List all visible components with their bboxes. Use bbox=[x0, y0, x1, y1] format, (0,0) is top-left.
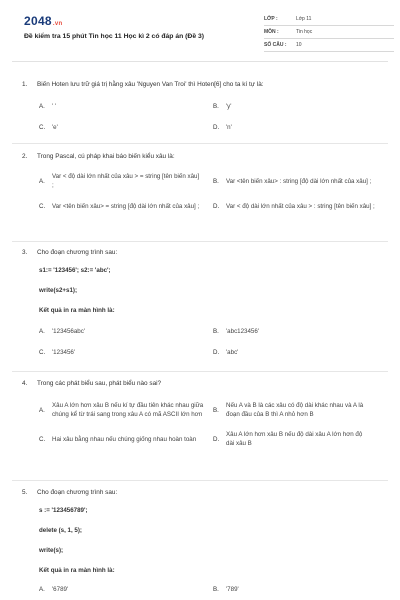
code-line: write(s); bbox=[39, 547, 64, 554]
site-logo[interactable] bbox=[24, 14, 62, 28]
question-number: 1. bbox=[22, 81, 28, 88]
option-b[interactable]: B. '789' bbox=[213, 586, 239, 593]
question-text: Trong Pascal, cú pháp khai báo biến kiểu xâu là: bbox=[37, 153, 175, 160]
option-text: '789' bbox=[226, 586, 239, 593]
meta-label: LỚP : bbox=[264, 16, 278, 22]
divider bbox=[12, 241, 388, 242]
option-d[interactable]: D. 'abc' bbox=[213, 349, 239, 356]
meta-row-subject bbox=[264, 26, 394, 39]
option-c[interactable]: C. Hai xâu bằng nhau nếu chúng giống nhau hoàn toàn bbox=[39, 430, 213, 448]
options-grid bbox=[39, 401, 386, 448]
option-c[interactable]: C. '123456' bbox=[39, 349, 76, 356]
question-2 bbox=[0, 153, 400, 211]
option-text: ' ' bbox=[52, 103, 57, 110]
option-text: Nếu A và B là các xâu có độ dài khác nhau và A là đoạn đầu của B thì A nhỏ hơn B bbox=[226, 402, 364, 418]
option-text: Hai xâu bằng nhau nếu chúng giống nhau hoàn toàn bbox=[52, 435, 197, 443]
question-5 bbox=[0, 489, 400, 594]
meta-row-class bbox=[264, 13, 394, 26]
code-line: delete (s, 1, 5); bbox=[39, 527, 82, 534]
option-text: '6789' bbox=[52, 586, 69, 593]
options-grid bbox=[39, 327, 386, 357]
question-text: Cho đoạn chương trình sau: bbox=[37, 249, 118, 256]
meta-value: 10 bbox=[296, 42, 302, 48]
result-prompt: Kết quả in ra màn hình là: bbox=[39, 307, 115, 314]
divider bbox=[12, 371, 388, 372]
exam-meta bbox=[264, 13, 394, 52]
question-4 bbox=[0, 380, 400, 448]
meta-value: Tin học bbox=[296, 29, 313, 35]
option-d[interactable]: D. Var < độ dài lớn nhất của xâu > : string [tên biến xâu] ; bbox=[213, 203, 375, 210]
question-number: 4. bbox=[22, 380, 28, 387]
option-text: Xâu A lớn hơn xâu B nếu kí tự đầu tiên khác nhau giữa chúng kể từ trái sang trong xâu A có mã ASCII lớn hơn bbox=[52, 402, 204, 418]
option-text: Var < độ dài lớn nhất của xâu > : string [tên biến xâu] ; bbox=[226, 203, 375, 210]
option-text: Var <tên biến xâu> = string [độ dài lớn nhất của xâu] ; bbox=[52, 203, 200, 210]
meta-label: SỐ CÂU : bbox=[264, 42, 287, 48]
question-1 bbox=[0, 81, 400, 132]
option-a[interactable]: A. '6789' bbox=[39, 586, 69, 593]
option-text: 'abc' bbox=[226, 349, 239, 356]
option-text: Xâu A lớn hơn xâu B nếu độ dài xâu A lớn hơn độ dài xâu B bbox=[226, 431, 363, 447]
option-c[interactable]: C. Var <tên biến xâu> = string [độ dài lớn nhất của xâu] ; bbox=[39, 202, 213, 211]
option-a[interactable]: A. Xâu A lớn hơn xâu B nếu kí tự đầu tiên khác nhau giữa chúng kể từ trái sang trong xâu A có mã ASCII lớn hơn bbox=[39, 401, 213, 419]
option-text: 'abc123456' bbox=[226, 328, 259, 335]
page-title: Đề kiểm tra 15 phút Tin học 11 Học kì 2 có đáp án (Đề 3) bbox=[24, 33, 205, 40]
meta-label: MÔN : bbox=[264, 29, 279, 35]
question-text: Biến Hoten lưu trữ giá trị hằng xâu 'Nguyen Van Troi' thì Hoten[6] cho ta kí tự là: bbox=[37, 81, 264, 88]
question-number: 5. bbox=[22, 489, 28, 496]
options-grid bbox=[39, 585, 386, 594]
option-text: 'n' bbox=[226, 124, 232, 131]
option-d[interactable]: D. 'n' bbox=[213, 124, 232, 131]
code-line: s := '123456789'; bbox=[39, 507, 88, 514]
option-text: '123456' bbox=[52, 349, 76, 356]
option-text: 'e' bbox=[52, 124, 58, 131]
option-text: '123456abc' bbox=[52, 328, 85, 335]
divider bbox=[12, 143, 388, 144]
divider bbox=[12, 480, 388, 481]
meta-row-count bbox=[264, 39, 394, 52]
question-number: 3. bbox=[22, 249, 28, 256]
options-grid bbox=[39, 172, 386, 211]
code-line: s1:= '123456'; s2:= 'abc'; bbox=[39, 267, 111, 274]
option-b[interactable]: B. 'y' bbox=[213, 103, 232, 110]
meta-value: Lớp 11 bbox=[296, 16, 312, 22]
logo-suffix: .vn bbox=[52, 21, 63, 27]
page-header bbox=[12, 0, 388, 62]
question-text: Cho đoạn chương trình sau: bbox=[37, 489, 118, 496]
code-line: write(s2+s1); bbox=[39, 287, 78, 294]
logo-text: 2048 bbox=[24, 14, 52, 28]
option-c[interactable]: C. 'e' bbox=[39, 124, 58, 131]
result-prompt: Kết quả in ra màn hình là: bbox=[39, 567, 115, 574]
option-text: Var < độ dài lớn nhất của xâu > = string [tên biến xâu] ; bbox=[52, 173, 200, 189]
option-text: 'y' bbox=[226, 103, 232, 110]
options-grid bbox=[39, 102, 386, 132]
option-b[interactable]: B. Var <tên biến xâu> : string [độ dài lớn nhất của xâu] ; bbox=[213, 172, 387, 190]
option-d[interactable]: D. Xâu A lớn hơn xâu B nếu độ dài xâu A lớn hơn độ dài xâu B bbox=[213, 430, 387, 448]
question-text: Trong các phát biểu sau, phát biểu nào sai? bbox=[37, 380, 162, 387]
question-3 bbox=[0, 249, 400, 357]
option-a[interactable]: A. '123456abc' bbox=[39, 328, 85, 335]
option-b[interactable]: B. 'abc123456' bbox=[213, 328, 259, 335]
question-number: 2. bbox=[22, 153, 28, 160]
option-a[interactable]: A. ' ' bbox=[39, 103, 57, 110]
option-b[interactable]: B. Nếu A và B là các xâu có độ dài khác nhau và A là đoạn đầu của B thì A nhỏ hơn B bbox=[213, 401, 387, 419]
option-text: Var <tên biến xâu> : string [độ dài lớn nhất của xâu] ; bbox=[226, 177, 372, 185]
option-a[interactable]: A. Var < độ dài lớn nhất của xâu > = string [tên biến xâu] ; bbox=[39, 172, 213, 190]
